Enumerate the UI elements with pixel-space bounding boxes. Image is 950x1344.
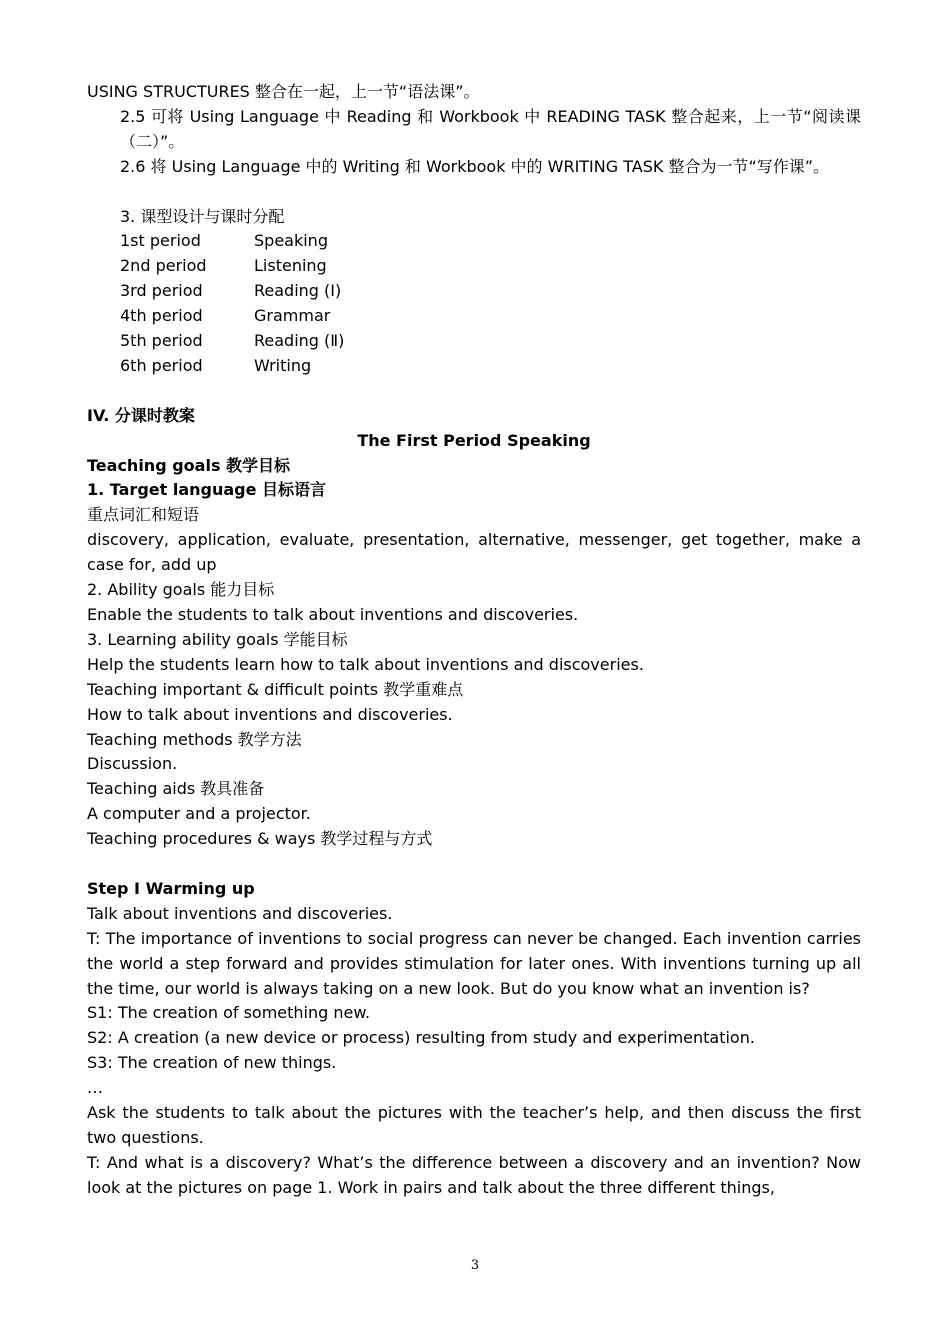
- period-title: The First Period Speaking: [357, 430, 591, 450]
- spacer: [87, 379, 861, 404]
- intro-line-2: 2.5 可将 Using Language 中 Reading 和 Workbook 中 READING TASK 整合起来，上一节“阅读课（二）”。: [120, 106, 861, 151]
- schedule-type: Listening: [254, 256, 327, 276]
- document-page: [87, 80, 861, 1201]
- schedule-type: Grammar: [254, 306, 331, 326]
- aids-heading: Teaching aids 教具准备: [87, 779, 265, 799]
- teacher-line-1: T: The importance of inventions to social progress can never be changed. Each invention carries the world a step forward and provides stimulation for later ones. With inventions turning up all the time, our world is always taking on a new look. But do you know what an invention is?: [87, 928, 861, 998]
- intro-line-1: USING STRUCTURES 整合在一起，上一节“语法课”。: [87, 82, 480, 101]
- schedule-period: 4th period: [120, 306, 203, 326]
- schedule-period: 1st period: [120, 231, 201, 251]
- schedule-type: Reading (Ⅱ): [254, 331, 345, 351]
- ability-goals-text: Enable the students to talk about inventions and discoveries.: [87, 605, 579, 624]
- intro-line-3: 2.6 将 Using Language 中的 Writing 和 Workbook 中的 WRITING TASK 整合为一节“写作课”。: [120, 156, 830, 176]
- teacher-line-2: T: And what is a discovery? What’s the difference between a discovery and an invention? Now look at the pictures on page 1. Work in pairs and talk about the three different things,: [87, 1152, 861, 1197]
- ellipsis: …: [87, 1078, 103, 1098]
- schedule-heading: 3. 课型设计与课时分配: [120, 206, 285, 226]
- schedule-row: [87, 279, 861, 304]
- schedule-row: [87, 354, 861, 379]
- schedule-period: 6th period: [120, 355, 203, 375]
- schedule-type: Writing: [254, 355, 312, 375]
- schedule-type: Speaking: [254, 231, 328, 251]
- page-number: 3: [470, 1258, 480, 1273]
- schedule-period: 5th period: [120, 331, 203, 351]
- student-line-3: S3: The creation of new things.: [87, 1053, 337, 1073]
- procedures-heading: Teaching procedures & ways 教学过程与方式: [87, 829, 433, 849]
- learning-goals-text: Help the students learn how to talk about inventions and discoveries.: [87, 654, 644, 674]
- section-heading: IV. 分课时教案: [87, 405, 195, 425]
- key-points-text: How to talk about inventions and discoveries.: [87, 704, 453, 724]
- methods-heading: Teaching methods 教学方法: [87, 729, 302, 749]
- vocab-list: discovery, application, evaluate, presentation, alternative, messenger, get together, make a case for, add up: [87, 530, 861, 575]
- instruction-text: Ask the students to talk about the pictures with the teacher’s help, and then discuss the first two questions.: [87, 1103, 861, 1148]
- schedule-table: [87, 229, 861, 378]
- step1-intro: Talk about inventions and discoveries.: [87, 903, 393, 923]
- spacer: [87, 180, 861, 205]
- teaching-goals-heading: Teaching goals 教学目标: [87, 455, 291, 475]
- schedule-row: [87, 304, 861, 329]
- schedule-period: 3rd period: [120, 281, 203, 301]
- learning-goals-heading: 3. Learning ability goals 学能目标: [87, 629, 348, 649]
- methods-text: Discussion.: [87, 754, 178, 774]
- key-points-heading: Teaching important & difficult points 教学重难点: [87, 679, 464, 699]
- schedule-type: Reading (Ⅰ): [254, 281, 342, 301]
- vocab-label: 重点词汇和短语: [87, 505, 200, 525]
- schedule-row: [87, 329, 861, 354]
- ability-goals-heading: 2. Ability goals 能力目标: [87, 580, 275, 600]
- student-line-2: S2: A creation (a new device or process) resulting from study and experimentation.: [87, 1028, 755, 1048]
- student-line-1: S1: The creation of something new.: [87, 1003, 371, 1023]
- step1-heading: Step I Warming up: [87, 878, 255, 898]
- schedule-period: 2nd period: [120, 256, 207, 276]
- spacer: [87, 852, 861, 877]
- aids-text: A computer and a projector.: [87, 804, 311, 824]
- target-language-heading: 1. Target language 目标语言: [87, 480, 327, 500]
- schedule-row: [87, 229, 861, 254]
- schedule-row: [87, 254, 861, 279]
